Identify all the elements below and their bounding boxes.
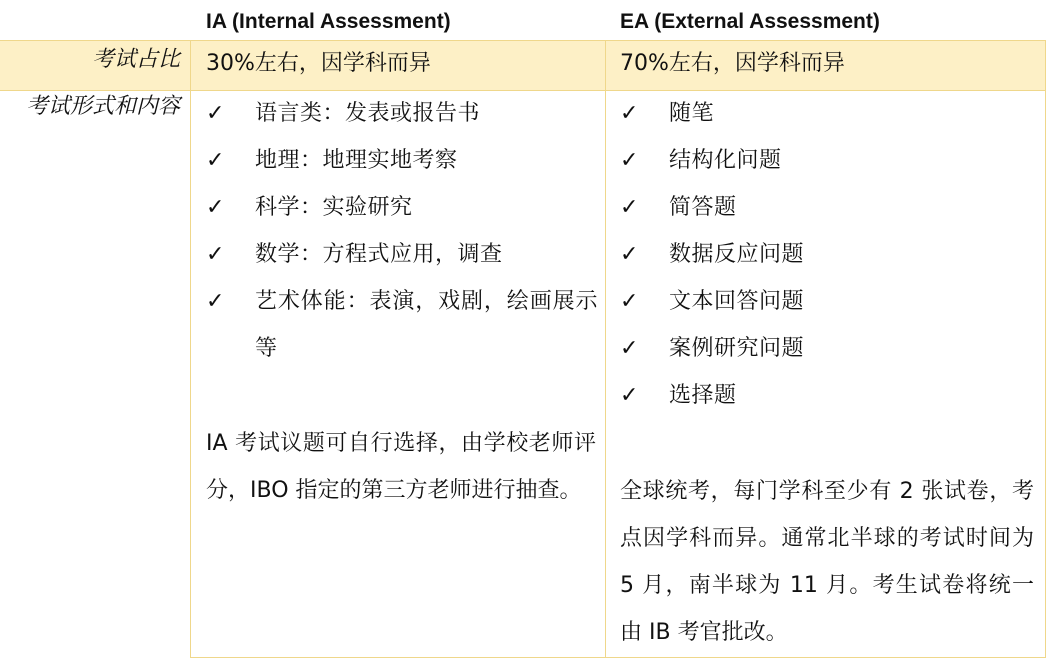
column-divider-middle xyxy=(605,40,606,658)
row-label-percentage: 考试占比 xyxy=(91,47,180,72)
list-item xyxy=(620,372,1040,419)
list-item xyxy=(620,325,1040,372)
ia-column-header: IA (Internal Assessment) xyxy=(206,10,451,33)
list-item xyxy=(206,231,598,278)
list-item-text: 随笔 xyxy=(669,101,715,126)
list-item-text: 艺术体能：表演，戏剧，绘画展示等 xyxy=(255,289,598,361)
check-icon: ✓ xyxy=(620,195,639,220)
list-item-text: 数学：方程式应用，调查 xyxy=(255,242,503,267)
list-item xyxy=(620,90,1040,137)
list-item xyxy=(620,184,1040,231)
list-item xyxy=(206,137,598,184)
check-icon: ✓ xyxy=(620,101,639,126)
column-divider-right xyxy=(1045,40,1046,658)
ia-percentage: 30%左右，因学科而异 xyxy=(206,51,431,76)
list-item xyxy=(620,137,1040,184)
list-item xyxy=(206,184,598,231)
ia-item-list xyxy=(206,90,598,372)
check-icon: ✓ xyxy=(206,242,225,267)
ea-column-header: EA (External Assessment) xyxy=(620,10,880,33)
column-divider-left xyxy=(190,40,191,658)
list-item-text: 选择题 xyxy=(669,383,737,408)
list-item-text: 地理：地理实地考察 xyxy=(255,148,458,173)
ea-percentage: 70%左右，因学科而异 xyxy=(620,51,845,76)
list-item-text: 结构化问题 xyxy=(669,148,782,173)
list-item xyxy=(620,231,1040,278)
check-icon: ✓ xyxy=(620,383,639,408)
list-item xyxy=(206,278,598,372)
list-item-text: 数据反应问题 xyxy=(669,242,805,267)
check-icon: ✓ xyxy=(620,289,639,314)
check-icon: ✓ xyxy=(206,101,225,126)
list-item-text: 案例研究问题 xyxy=(669,336,805,361)
table-bottom-border xyxy=(190,657,1046,658)
check-icon: ✓ xyxy=(206,289,225,314)
check-icon: ✓ xyxy=(620,242,639,267)
list-item-text: 简答题 xyxy=(669,195,737,220)
row-label-form: 考试形式和内容 xyxy=(25,94,180,119)
check-icon: ✓ xyxy=(620,148,639,173)
ea-item-list xyxy=(620,90,1040,419)
list-item-text: 文本回答问题 xyxy=(669,289,805,314)
list-item-text: 科学：实验研究 xyxy=(255,195,413,220)
ea-note-paragraph: 全球统考，每门学科至少有 2 张试卷，考点因学科而异。通常北半球的考试时间为 5 月，南半球为 11 月。考生试卷将统一由 IB 考官批改。 xyxy=(620,479,1034,645)
list-item xyxy=(620,278,1040,325)
check-icon: ✓ xyxy=(620,336,639,361)
check-icon: ✓ xyxy=(206,195,225,220)
check-icon: ✓ xyxy=(206,148,225,173)
ia-note-paragraph: IA 考试议题可自行选择，由学校老师评分，IBO 指定的第三方老师进行抽查。 xyxy=(206,431,596,503)
list-item xyxy=(206,90,598,137)
list-item-text: 语言类：发表或报告书 xyxy=(255,101,481,126)
